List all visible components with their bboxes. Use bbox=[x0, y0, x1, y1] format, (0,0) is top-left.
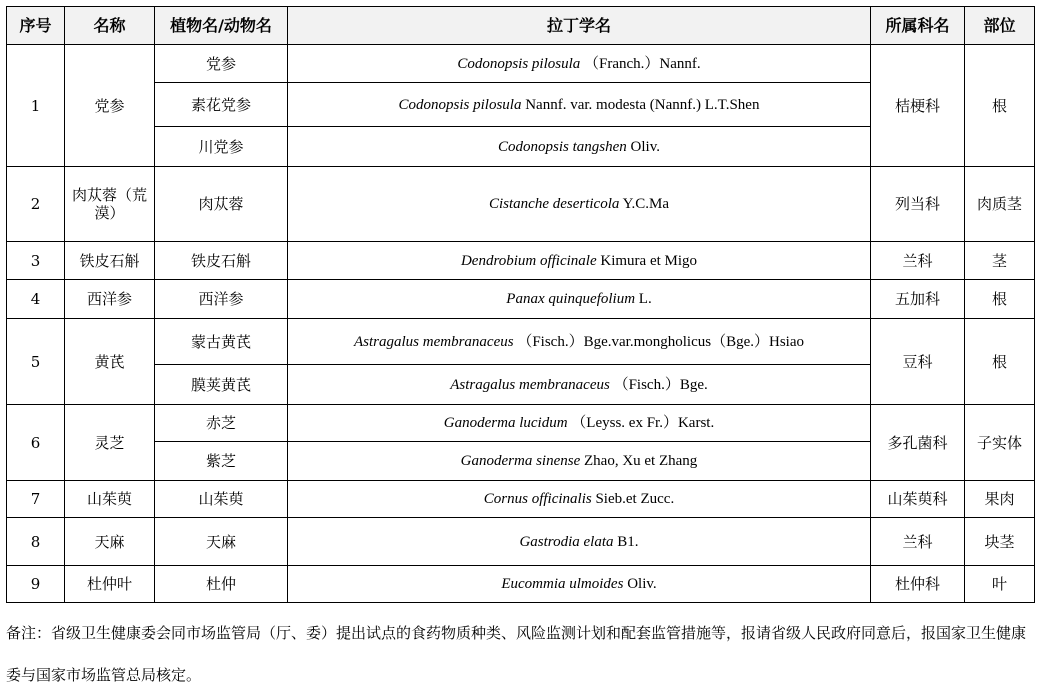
latin-authority: B1. bbox=[617, 533, 639, 550]
latin-authority: （Franch.）Nannf. bbox=[584, 55, 701, 72]
latin-genus-species: Eucommia ulmoides bbox=[501, 576, 624, 592]
latin-authority: （Fisch.）Bge.var.mongholicus（Bge.）Hsiao bbox=[517, 333, 804, 350]
cell-species: 杜仲 bbox=[155, 566, 288, 603]
cell-latin bbox=[288, 319, 871, 365]
cell-no: 6 bbox=[7, 405, 65, 481]
cell-no: 8 bbox=[7, 518, 65, 566]
cell-part: 根 bbox=[965, 280, 1035, 319]
latin-authority: Y.C.Ma bbox=[622, 196, 669, 212]
latin-authority: （Leyss. ex Fr.）Karst. bbox=[571, 415, 715, 431]
cell-species: 紫芝 bbox=[155, 442, 288, 481]
cell-family: 五加科 bbox=[871, 280, 965, 319]
cell-species: 铁皮石斛 bbox=[155, 242, 288, 280]
latin-authority: Oliv. bbox=[627, 576, 657, 592]
table-row bbox=[7, 481, 1035, 518]
cell-name: 西洋参 bbox=[65, 280, 155, 319]
cell-no: 3 bbox=[7, 242, 65, 280]
cell-name: 山茱萸 bbox=[65, 481, 155, 518]
latin-genus-species: Cistanche deserticola bbox=[488, 196, 620, 212]
latin-authority: L. bbox=[638, 291, 652, 307]
header-part: 部位 bbox=[965, 7, 1035, 45]
latin-genus-species: Codonopsis tangshen bbox=[498, 138, 627, 155]
cell-family: 山茱萸科 bbox=[871, 481, 965, 518]
table-body bbox=[7, 45, 1035, 603]
cell-name: 杜仲叶 bbox=[65, 566, 155, 603]
latin-genus-species: Codonopsis pilosula bbox=[398, 96, 522, 113]
cell-family: 多孔菌科 bbox=[871, 405, 965, 481]
cell-latin bbox=[288, 518, 871, 566]
cell-no: 9 bbox=[7, 566, 65, 603]
cell-no: 4 bbox=[7, 280, 65, 319]
cell-name: 党参 bbox=[65, 45, 155, 167]
latin-genus-species: Gastrodia elata bbox=[519, 533, 614, 550]
cell-species: 天麻 bbox=[155, 518, 288, 566]
cell-family: 兰科 bbox=[871, 518, 965, 566]
cell-latin bbox=[288, 566, 871, 603]
latin-authority: （Fisch.）Bge. bbox=[613, 376, 708, 393]
cell-latin bbox=[288, 481, 871, 518]
cell-part: 根 bbox=[965, 45, 1035, 167]
cell-no: 2 bbox=[7, 167, 65, 242]
table-row bbox=[7, 319, 1035, 365]
cell-family: 豆科 bbox=[871, 319, 965, 405]
table-row bbox=[7, 167, 1035, 242]
cell-latin bbox=[288, 83, 871, 127]
cell-part: 子实体 bbox=[965, 405, 1035, 481]
cell-part: 叶 bbox=[965, 566, 1035, 603]
latin-genus-species: Codonopsis pilosula bbox=[457, 55, 581, 72]
table-row bbox=[7, 518, 1035, 566]
cell-family: 列当科 bbox=[871, 167, 965, 242]
header-species: 植物名/动物名 bbox=[155, 7, 288, 45]
table-row bbox=[7, 242, 1035, 280]
cell-family: 兰科 bbox=[871, 242, 965, 280]
cell-part: 根 bbox=[965, 319, 1035, 405]
cell-latin bbox=[288, 45, 871, 83]
cell-part: 块茎 bbox=[965, 518, 1035, 566]
cell-family: 桔梗科 bbox=[871, 45, 965, 167]
cell-latin bbox=[288, 242, 871, 280]
table-row bbox=[7, 405, 1035, 442]
latin-authority: Zhao, Xu et Zhang bbox=[584, 453, 698, 469]
cell-latin bbox=[288, 280, 871, 319]
remark-note: 备注：省级卫生健康委会同市场监管局（厅、委）提出试点的食药物质种类、风险监测计划和配套监管措施等，报请省级人民政府同意后，报国家卫生健康委与国家市场监管总局核定。 bbox=[6, 624, 1027, 684]
cell-latin bbox=[288, 167, 871, 242]
header-latin: 拉丁学名 bbox=[288, 7, 871, 45]
latin-genus-species: Astragalus membranaceus bbox=[450, 376, 610, 393]
cell-name: 肉苁蓉（荒漠） bbox=[65, 167, 155, 242]
latin-authority: Nannf. var. modesta (Nannf.) L.T.Shen bbox=[525, 96, 760, 113]
cell-no: 7 bbox=[7, 481, 65, 518]
cell-species: 肉苁蓉 bbox=[155, 167, 288, 242]
latin-genus-species: Panax quinquefolium bbox=[506, 291, 636, 307]
cell-species: 蒙古黄芪 bbox=[155, 319, 288, 365]
cell-name: 天麻 bbox=[65, 518, 155, 566]
latin-genus-species: Cornus officinalis bbox=[483, 491, 592, 507]
latin-genus-species: Ganoderma lucidum bbox=[443, 415, 568, 431]
header-family: 所属科名 bbox=[871, 7, 965, 45]
cell-name: 铁皮石斛 bbox=[65, 242, 155, 280]
latin-genus-species: Dendrobium officinale bbox=[460, 252, 597, 269]
cell-part: 肉质茎 bbox=[965, 167, 1035, 242]
header-no: 序号 bbox=[7, 7, 65, 45]
cell-species: 党参 bbox=[155, 45, 288, 83]
cell-species: 西洋参 bbox=[155, 280, 288, 319]
latin-genus-species: Astragalus membranaceus bbox=[354, 333, 514, 350]
table-row bbox=[7, 566, 1035, 603]
cell-species: 川党参 bbox=[155, 127, 288, 167]
header-name: 名称 bbox=[65, 7, 155, 45]
latin-authority: Sieb.et Zucc. bbox=[595, 491, 675, 507]
cell-latin bbox=[288, 365, 871, 405]
cell-species: 膜荚黄芪 bbox=[155, 365, 288, 405]
cell-latin bbox=[288, 442, 871, 481]
table-row bbox=[7, 280, 1035, 319]
latin-genus-species: Ganoderma sinense bbox=[460, 453, 581, 469]
latin-authority: Oliv. bbox=[630, 138, 660, 155]
latin-authority: Kimura et Migo bbox=[600, 252, 698, 269]
herb-table bbox=[6, 6, 1035, 603]
cell-species: 山茱萸 bbox=[155, 481, 288, 518]
cell-latin bbox=[288, 405, 871, 442]
cell-name: 灵芝 bbox=[65, 405, 155, 481]
cell-family: 杜仲科 bbox=[871, 566, 965, 603]
cell-name: 黄芪 bbox=[65, 319, 155, 405]
cell-no: 5 bbox=[7, 319, 65, 405]
cell-species: 赤芝 bbox=[155, 405, 288, 442]
cell-latin bbox=[288, 127, 871, 167]
cell-species: 素花党参 bbox=[155, 83, 288, 127]
cell-part: 果肉 bbox=[965, 481, 1035, 518]
cell-no: 1 bbox=[7, 45, 65, 167]
cell-part: 茎 bbox=[965, 242, 1035, 280]
table-row bbox=[7, 45, 1035, 83]
header-row bbox=[7, 7, 1035, 45]
